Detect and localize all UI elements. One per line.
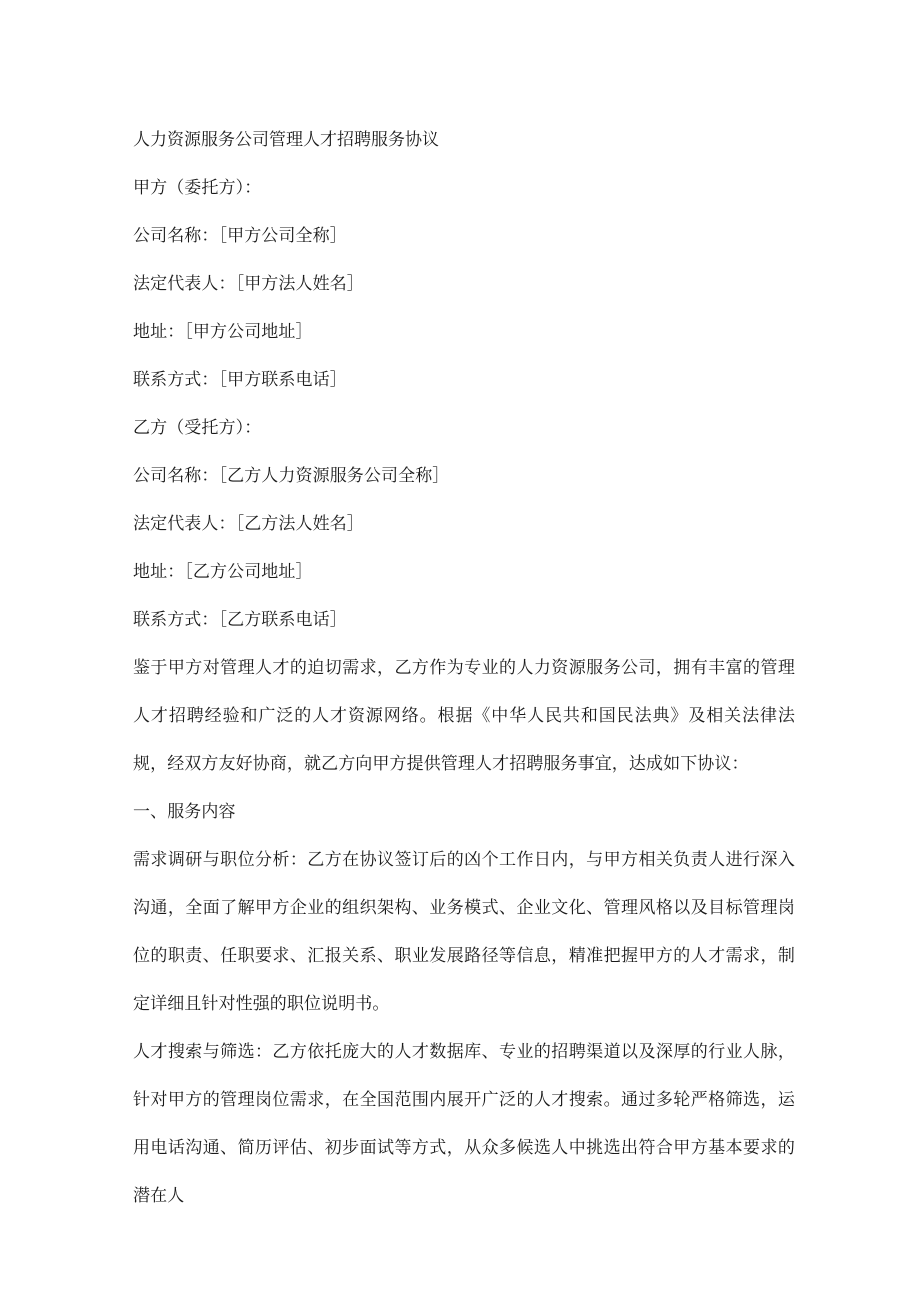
section-1-item-2: 人才搜索与筛选：乙方依托庞大的人才数据库、专业的招聘渠道以及深厚的行业人脉，针对甲方的管理岗位需求，在全国范围内展开广泛的人才搜索。通过多轮严格筛选，运用电话沟通、简历评估、初步面试等方式，从众多候选人中挑选出符合甲方基本要求的潜在人 xyxy=(133,1042,795,1206)
party-a-heading: 甲方（委托方）： xyxy=(133,178,262,198)
party-a-company: 公司名称：［甲方公司全称］ xyxy=(133,226,347,246)
party-b-legal-rep: 法定代表人：［乙方法人姓名］ xyxy=(133,514,364,534)
document-title: 人力资源服务公司管理人才招聘服务协议 xyxy=(133,130,439,150)
section-1-heading: 一、服务内容 xyxy=(133,802,236,822)
party-a-legal-rep: 法定代表人：［甲方法人姓名］ xyxy=(133,274,364,294)
party-a-address: 地址：［甲方公司地址］ xyxy=(133,322,313,342)
party-b-address: 地址：［乙方公司地址］ xyxy=(133,562,313,582)
party-b-contact: 联系方式：［乙方联系电话］ xyxy=(133,610,347,630)
party-b-heading: 乙方（受托方）： xyxy=(133,418,262,438)
section-1-item-1: 需求调研与职位分析：乙方在协议签订后的凶个工作日内，与甲方相关负责人进行深入沟通，全面了解甲方企业的组织架构、业务模式、企业文化、管理风格以及目标管理岗位的职责、任职要求、汇报关系、职业发展路径等信息，精准把握甲方的人才需求，制定详细且针对性强的职位说明书。 xyxy=(133,850,795,1014)
preamble-paragraph: 鉴于甲方对管理人才的迫切需求，乙方作为专业的人力资源服务公司，拥有丰富的管理人才招聘经验和广泛的人才资源网络。根据《中华人民共和国民法典》及相关法律法规，经双方友好协商，就乙方向甲方提供管理人才招聘服务事宜，达成如下协议： xyxy=(133,658,795,774)
party-b-company: 公司名称：［乙方人力资源服务公司全称］ xyxy=(133,466,450,486)
party-a-contact: 联系方式：［甲方联系电话］ xyxy=(133,370,347,390)
document-page xyxy=(133,116,795,1220)
